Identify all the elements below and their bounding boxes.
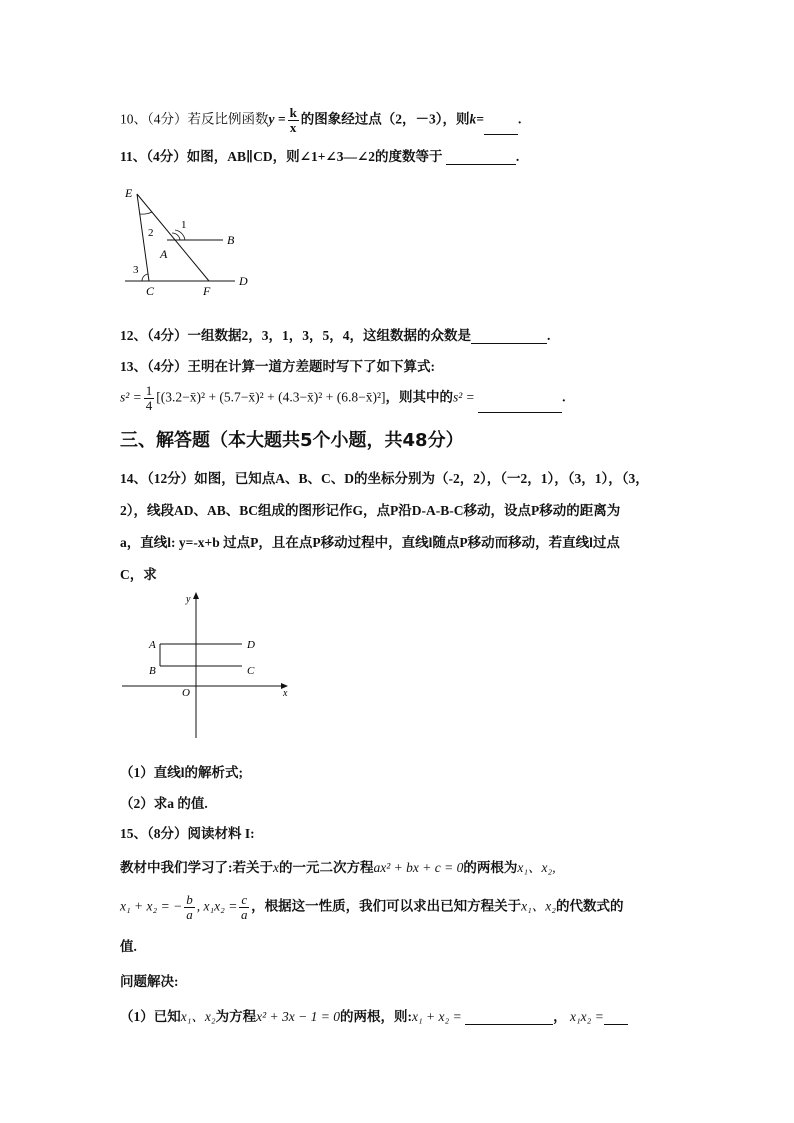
q13-lhs: s² =: [120, 389, 142, 405]
question-13: [120, 355, 435, 375]
figure-14-coordinate-plane: [118, 588, 298, 740]
q15-frac-a2: a: [240, 907, 248, 922]
label-2: 2: [148, 227, 154, 239]
q15-line-6: [120, 1005, 628, 1025]
q13-fraction: [144, 384, 155, 413]
q10-answer-blank[interactable]: [484, 120, 518, 135]
q15-l2roots: x₁、x₂,: [517, 860, 556, 875]
q15-l3roots: x₁、x₂: [521, 898, 556, 914]
section-title: 三、解答题（本大题共5个小题，共48分）: [120, 430, 464, 451]
angle-3-arc: [142, 274, 148, 281]
q13-body: [(3.2−x̄)² + (5.7−x̄)² + (4.3−x̄)² + (6.8−x̄)²]: [156, 389, 386, 405]
q14-line-1: 14、（12分）如图，已知点A、B、C、D的坐标分别为（-2，2），（一2，1），（3，1），（3，: [120, 471, 649, 486]
label-1: 1: [181, 219, 187, 231]
axis-label-y: y: [186, 594, 191, 605]
q15-line-1: 15、（8分）阅读材料 I:: [120, 826, 255, 841]
angle-1-arc-2: [172, 233, 180, 240]
q15-l2c: 的两根为: [463, 860, 518, 875]
q15-line-5: 问题解决:: [120, 974, 179, 989]
origin-label: O: [182, 687, 190, 699]
q13-end: .: [562, 389, 566, 405]
label-f: F: [203, 284, 211, 298]
q15-frac-c: c: [241, 892, 248, 907]
q15-l3a: x₁ + x₂ = −: [120, 898, 183, 914]
q15-l6c: 的两根，则:: [340, 1009, 412, 1024]
q14-line-4: C，求: [120, 567, 157, 582]
point-label-c: C: [247, 665, 255, 677]
q15-line-2: [120, 856, 556, 876]
q13-frac-num: 1: [145, 383, 153, 398]
q15-l6roots: x₁、x₂: [180, 1009, 216, 1024]
q13-text: 13、（4分）王明在计算一道方差题时写下了如下算式:: [120, 359, 435, 374]
point-label-a: A: [149, 639, 156, 651]
q15-l3d: 的代数式的: [555, 898, 624, 914]
q15-l6b: 为方程: [215, 1009, 257, 1024]
q11-answer-blank[interactable]: [446, 150, 516, 165]
q15-l3b: , x₁x₂ =: [196, 898, 238, 914]
q13-formula: [120, 384, 566, 413]
q15-frac-b: b: [186, 892, 193, 907]
q13-tail: ，则其中的: [385, 389, 453, 405]
q15-l3c: ，根据这一性质，我们可以求出已知方程关于: [251, 898, 522, 914]
q15-l6prod: x₁x₂ =: [569, 1009, 604, 1024]
label-c: C: [146, 284, 155, 298]
q12-answer-blank[interactable]: [471, 329, 547, 344]
q13-answer-blank[interactable]: [478, 398, 562, 413]
question-12: [120, 324, 550, 344]
q11-text: 11、（4分）如图，AB∥CD，则∠1+∠3—∠2的度数等于: [120, 149, 443, 164]
q10-fraction: [288, 106, 299, 135]
label-e: E: [125, 186, 133, 200]
q12-text: 12、（4分）一组数据2，3，1，3，5，4，这组数据的众数是: [120, 328, 471, 343]
q13-frac-den: 4: [145, 398, 153, 413]
q10-prefix: 10、（4分）若反比例函数: [120, 111, 269, 127]
angle-2-arc: [140, 212, 152, 214]
q10-end: .: [518, 111, 522, 127]
q10-frac-den: x: [289, 120, 297, 135]
q15-frac-a1: a: [186, 907, 193, 922]
point-label-b: B: [149, 665, 156, 677]
figure-11-geometry: [115, 178, 265, 298]
q15-l6sum: x₁ + x₂ =: [412, 1009, 462, 1024]
q15-frac-c-a: [239, 893, 249, 922]
q15-line-3: [120, 893, 623, 922]
q10-y-eq: y =: [268, 111, 286, 127]
label-3: 3: [133, 264, 139, 276]
q13-s2: s² =: [453, 389, 475, 405]
axis-label-x: x: [283, 688, 288, 699]
q15-l2a: 教材中我们学习了:若关于: [120, 860, 273, 875]
q14-sub-1: （1）直线l的解析式;: [120, 765, 243, 780]
q15-l2eq: ax² + bx + c = 0: [373, 860, 464, 875]
q10-frac-num: k: [289, 105, 297, 120]
label-b: B: [227, 233, 235, 247]
q15-l6sep: ，: [553, 1009, 567, 1024]
y-axis-arrow: [193, 592, 199, 599]
label-a: A: [160, 247, 168, 261]
question-10: [120, 106, 521, 135]
q14-line-3: a，直线l: y=-x+b 过点P，且在点P移动过程中，直线l随点P移动而移动，若直线l过点: [120, 535, 620, 550]
question-11: [120, 145, 519, 165]
q14-sub-2: （2）求a 的值.: [120, 796, 208, 811]
q15-l6a: （1）已知: [120, 1009, 181, 1024]
q11-end: .: [515, 149, 520, 164]
q10-suffix: 的图象经过点（2，－3），则: [300, 111, 470, 127]
q15-l2b: 的一元二次方程: [279, 860, 374, 875]
q14-line-2: 2），线段AD、AB、BC组成的图形记作G，点P沿D-A-B-C移动，设点P移动的距离为: [120, 503, 621, 518]
q15-line-4: 值.: [120, 939, 137, 954]
q15-sum-blank[interactable]: [465, 1010, 553, 1025]
q15-l6eq: x² + 3x − 1 = 0: [256, 1009, 340, 1024]
q10-k-eq: k=: [469, 111, 484, 127]
q12-end: .: [547, 328, 551, 343]
q15-l2x: x: [273, 860, 279, 875]
label-d: D: [239, 274, 248, 288]
point-label-d: D: [247, 639, 255, 651]
q15-prod-blank[interactable]: [604, 1010, 628, 1025]
q15-frac-b-a: [184, 893, 195, 922]
